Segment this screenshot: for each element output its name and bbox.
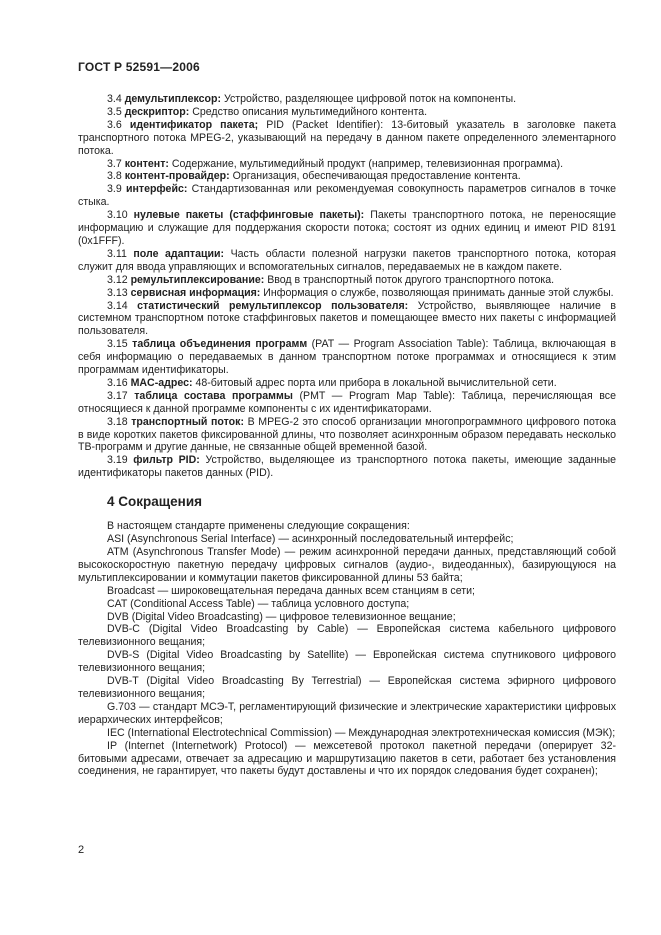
definition-text: Информация о службе, позволяющая принимать данные этой службы.	[263, 286, 614, 299]
definition-term: ремультиплексирование:	[130, 273, 265, 286]
definition-number: 3.8	[107, 170, 122, 183]
definition-number: 3.15	[107, 338, 128, 351]
definition-number: 3.9	[107, 183, 122, 196]
definition-text: Ввод в транспортный поток другого транспортного потока.	[267, 273, 555, 286]
document-body	[78, 93, 616, 778]
definition-number: 3.19	[107, 454, 128, 467]
definition-term: контент-провайдер:	[124, 170, 230, 183]
definition-number: 3.11	[107, 247, 127, 260]
definition-term: таблица состава программы	[134, 389, 293, 402]
definition-term: интерфейс:	[125, 183, 188, 196]
definition-term: контент:	[124, 157, 169, 170]
definition-text: Организация, обеспечивающая предоставление контента.	[232, 170, 521, 183]
definition-number: 3.14	[107, 299, 128, 312]
definition-item	[78, 248, 616, 274]
definition-item	[78, 338, 616, 377]
definition-number: 3.18	[107, 415, 128, 428]
definition-text: Пакеты транспортного потока, не переносящие информацию и служащие для поддержания скорости потока; состоят из одних единиц и имеют PID 8191 (0x1FFF).	[78, 209, 616, 247]
abbreviation-item: IEC (International Electrotechnical Commission) — Международная электротехническая комиссия (МЭК);	[107, 726, 616, 739]
abbreviation-item: DVB-C (Digital Video Broadcasting by Cable) — Европейская система кабельного цифрового телевизионного вещания;	[78, 623, 616, 649]
definition-number: 3.7	[107, 157, 122, 170]
definition-text: (PMT — Program Map Table): Таблица, перечисляющая все относящиеся к данной программе компоненты с их идентификаторами.	[78, 389, 616, 415]
definition-term: дескриптор:	[124, 105, 190, 118]
section-intro: В настоящем стандарте применены следующие сокращения:	[107, 520, 410, 533]
definition-number: 3.17	[107, 389, 128, 402]
page-number: 2	[78, 844, 85, 856]
definition-text: (PAT — Program Association Table): Таблица, включающая в себя информацию о передаваемых в данном транспортном потоке программах и относящиеся к этим программам идентификаторы.	[78, 338, 616, 377]
definition-item	[78, 377, 616, 390]
definition-text: Устройство, выявляющее наличие в системном транспортном потоке стаффинговых пакетов и помещающее вместо них пакеты с информацией пользователя.	[78, 299, 616, 338]
definition-text: PID (Packet Identifier): 13-битовый указатель в заголовке пакета транспортного потока MPEG-2, указывающий на передачу в данном пакете определенного элементарного потока.	[78, 118, 616, 157]
abbreviation-item: DVB-T (Digital Video Broadcasting By Terrestrial) — Европейская система эфирного цифрового телевизионного вещания;	[78, 675, 616, 700]
section-title: 4 Сокращения	[107, 494, 202, 510]
abbreviation-item: DVB (Digital Video Broadcasting) — цифровое телевизионное вещание;	[107, 610, 456, 623]
definition-term: фильтр PID:	[133, 454, 200, 467]
definition-number: 3.6	[107, 118, 122, 131]
definition-text: 48-битовый адрес порта или прибора в локальной вычислительной сети.	[195, 376, 557, 389]
definitions-list	[78, 93, 616, 480]
definition-term: статистический ремультиплексор пользователя:	[137, 299, 409, 312]
abbreviation-item: G.703 — стандарт МСЭ-Т, регламентирующий физические и электрические характеристики цифровых иерархических интерфейсов;	[78, 700, 616, 726]
definition-term: таблица объединения программ	[132, 338, 308, 351]
definition-term: идентификатор пакета;	[129, 118, 259, 131]
definition-number: 3.13	[107, 286, 128, 299]
definition-number: 3.4	[107, 93, 122, 105]
definition-term: MAC-адрес:	[130, 376, 193, 389]
definition-term: демультиплексор:	[124, 93, 222, 105]
definition-item	[78, 119, 616, 158]
definition-item	[78, 106, 616, 119]
definition-text: В MPEG-2 это способ организации многопрограммного цифрового потока в виде коротких пакетов фиксированной длины, что позволяет асинхронным образом передавать несколько ТВ-программ и другие данные, не связанные общей временной базой.	[78, 415, 616, 454]
definition-item	[78, 170, 616, 183]
definition-item	[78, 300, 616, 339]
abbreviations-list	[78, 533, 616, 778]
definition-item	[78, 93, 616, 106]
definition-item	[78, 274, 616, 287]
definition-number: 3.10	[107, 209, 128, 222]
definition-text: Содержание, мультимедийный продукт (например, телевизионная программа).	[171, 157, 564, 170]
definition-item	[78, 158, 616, 171]
definition-item	[78, 390, 616, 416]
definition-item	[78, 209, 616, 248]
definition-text: Часть области полезной нагрузки пакетов транспортного потока, которая служит для ввода управляющих и вспомогательных сигналов, передаваемых не в каждом пакете.	[78, 247, 616, 273]
definition-number: 3.12	[107, 273, 128, 286]
abbreviation-item: CAT (Conditional Access Table) — таблица условного доступа;	[107, 597, 410, 610]
definition-number: 3.5	[107, 105, 122, 118]
definition-item	[78, 287, 616, 300]
definition-number: 3.16	[107, 376, 128, 389]
abbreviation-item: IP (Internet (Internetwork) Protocol) — межсетевой протокол пакетной передачи (оперирует 32-битовыми адресами, отвечает за адресацию и маршрутизацию пакетов в сети, работает без установления соединения, не гарантирует, что пакеты будут доставлены и что их порядок следования будет сохранен);	[78, 739, 616, 778]
definition-term: транспортный поток:	[131, 415, 244, 428]
definition-item	[78, 416, 616, 455]
definition-text: Устройство, выделяющее из транспортного потока пакеты, имеющие заданные идентификаторы пакетов данных (PID).	[78, 454, 616, 480]
abbreviation-item: ASI (Asynchronous Serial Interface) — асинхронный последовательный интерфейс;	[107, 533, 514, 546]
abbreviation-item: ATM (Asynchronous Transfer Mode) — режим асинхронной передачи данных, представляющий собой высокоскоростную пакетную передачу цифровых сигналов (аудио-, видеоданных), базирующуюся на мультиплексировании и коммутации пакетов фиксированной длины 53 байта;	[78, 546, 616, 584]
definition-term: нулевые пакеты (стаффинговые пакеты):	[133, 209, 365, 222]
abbreviation-item: Broadcast — широковещательная передача данных всем станциям в сети;	[107, 584, 475, 597]
definition-text: Средство описания мультимедийного контента.	[192, 105, 428, 118]
definition-item	[78, 183, 616, 209]
document-header: ГОСТ Р 52591—2006	[78, 60, 200, 74]
abbreviation-item: DVB-S (Digital Video Broadcasting by Satellite) — Европейская система спутникового цифрового телевизионного вещания;	[78, 649, 616, 675]
definition-text: Стандартизованная или рекомендуемая совокупность параметров сигналов в точке стыка.	[78, 183, 617, 209]
definition-text: Устройство, разделяющее цифровой поток на компоненты.	[223, 93, 517, 105]
definition-term: сервисная информация:	[130, 286, 261, 299]
definition-term: поле адаптации:	[133, 247, 225, 260]
definition-item	[78, 454, 616, 480]
